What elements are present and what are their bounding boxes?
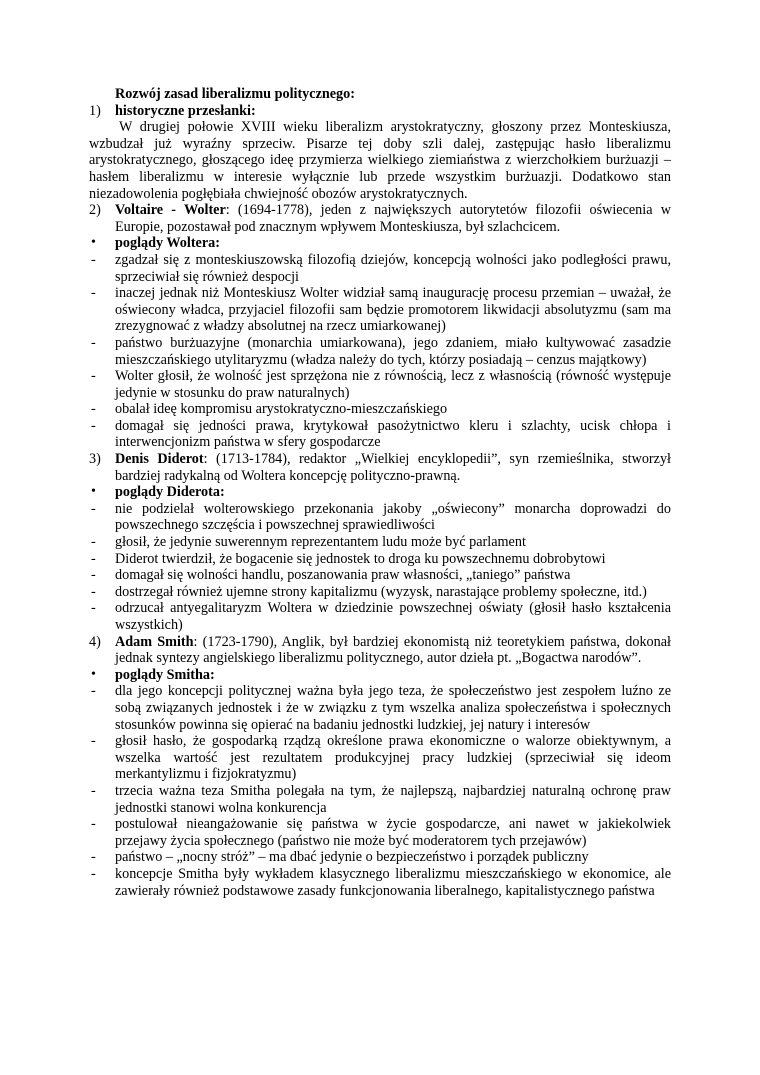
list-item-text: państwo – „nocny stróż” – ma dbać jedynie o bezpieczeństwo i porządek publiczny xyxy=(115,849,589,866)
list-item-text: domagał się wolności handlu, poszanowania praw własności, „taniego” państwa xyxy=(115,567,571,584)
dash-marker: - xyxy=(91,334,96,351)
list-item-text: nie podzielał wolterowskiego przekonania jakoby „oświecony” monarcha doprowadzi do powszechnego szczęścia i powszechnej sprawiedliwości xyxy=(115,500,671,534)
dash-marker: - xyxy=(91,534,96,551)
dash-marker: - xyxy=(91,816,96,833)
list-item-text: Wolter głosił, że wolność jest sprzężona nie z równością, lecz z własnością (równość występuje jedynie w stosunku do praw naturalnych) xyxy=(115,368,671,401)
dash-marker: - xyxy=(91,583,96,600)
bullet-icon: • xyxy=(91,666,96,682)
dash-marker: - xyxy=(91,251,96,268)
dash-marker: - xyxy=(91,865,96,882)
list-item xyxy=(89,584,671,601)
list-item-text: państwo burżuazyjne (monarchia umiarkowana), jego zdaniem, miało kultywować zasadzie mieszczańskiego utylitaryzmu (władza należy do tych, którzy posiadają – cenzus majątkowy) xyxy=(115,334,671,368)
section-3-heading xyxy=(89,451,671,484)
dash-marker: - xyxy=(91,600,96,617)
bullet-icon: • xyxy=(91,235,96,251)
views-heading xyxy=(89,484,671,501)
list-item xyxy=(89,783,671,816)
list-item xyxy=(89,368,671,401)
list-item xyxy=(89,335,671,368)
list-item xyxy=(89,401,671,418)
section-number: 4) xyxy=(89,633,101,650)
section-number: 2) xyxy=(89,202,101,219)
list-item xyxy=(89,600,671,633)
document-page xyxy=(89,86,671,899)
dash-marker: - xyxy=(91,285,96,302)
list-item-text: głosił hasło, że gospodarką rządzą określone prawa ekonomiczne o walorze obiektywnym, a wszelka wartość jest rezultatem produkcyjnej pracy ludzkiej (sprzeciwiał się ideom merkantylizmu i fizjokratyzmu) xyxy=(115,733,671,783)
list-item-text: trzecia ważna teza Smitha polegała na tym, że najlepszą, najbardziej naturalną ochronę praw jednostki stanowi wolna konkurencja xyxy=(115,782,671,816)
list-item-text: głosił, że jedynie suwerennym reprezentantem ludu może być parlament xyxy=(115,534,526,551)
views-heading-text: poglądy Diderota: xyxy=(115,484,225,501)
list-item xyxy=(89,534,671,551)
dash-marker: - xyxy=(91,550,96,567)
views-heading xyxy=(89,667,671,684)
person-description: : (1694-1778), jeden z największych autorytetów filozofii oświecenia w Europie, pozostawał pod znacznym wpływem Monteskiusza, był szlachcicem. xyxy=(115,202,671,235)
list-item-text: domagał się jedności prawa, krytykował pasożytnictwo kleru i szlachty, ucisk chłopa i interwencjonizm państwa w sfery gospodarcze xyxy=(115,417,671,451)
section-heading: historyczne przesłanki: xyxy=(115,102,256,119)
list-item-text: Diderot twierdził, że bogacenie się jednostek to droga ku powszechnemu dobrobytowi xyxy=(115,550,606,567)
person-name: Voltaire - Wolter xyxy=(115,202,226,219)
person-name: Adam Smith xyxy=(115,633,194,650)
section-4-heading xyxy=(89,634,671,667)
views-heading-text: poglądy Smitha: xyxy=(115,666,215,683)
views-heading xyxy=(89,235,671,252)
list-item-text: odrzucał antyegalitaryzm Woltera w dziedzinie powszechnej oświaty (głosił hasło kształcenia wszystkich) xyxy=(115,600,671,633)
list-item xyxy=(89,418,671,451)
section-2-heading xyxy=(89,202,671,235)
list-item-text: koncepcje Smitha były wykładem klasycznego liberalizmu mieszczańskiego w ekonomice, ale zawierały również podstawowe zasady funkcjonowania liberalnego, kapitalistycznego państwa xyxy=(115,865,671,899)
person-name: Denis Diderot xyxy=(115,451,204,468)
section-1-heading xyxy=(89,103,671,120)
section-number: 3) xyxy=(89,451,101,468)
list-item xyxy=(89,683,671,733)
list-item xyxy=(89,285,671,335)
list-item xyxy=(89,816,671,849)
dash-marker: - xyxy=(91,849,96,866)
bullet-icon: • xyxy=(91,484,96,500)
section-number: 1) xyxy=(89,102,101,119)
list-item xyxy=(89,733,671,783)
list-item-text: postulował nieangażowanie się państwa w życie gospodarcze, ani nawet w jakiekolwiek przejawy życia społecznego (państwo nie może być moderatorem tych przejawów) xyxy=(115,816,671,849)
dash-marker: - xyxy=(91,683,96,700)
list-item-text: obalał ideę kompromisu arystokratyczno-mieszczańskiego xyxy=(115,401,448,418)
list-item xyxy=(89,252,671,285)
views-heading-text: poglądy Woltera: xyxy=(115,235,220,252)
document-title: Rozwój zasad liberalizmu politycznego: xyxy=(115,86,355,102)
dash-marker: - xyxy=(91,782,96,799)
list-item xyxy=(89,866,671,899)
list-item-text: zgadzał się z monteskiuszowską filozofią dziejów, koncepcją wolności jako podległości prawu, sprzeciwiał się również despocji xyxy=(115,251,671,285)
list-item-text: dostrzegał również ujemne strony kapitalizmu (wyzysk, narastające problemy społeczne, itd.) xyxy=(115,583,647,600)
dash-marker: - xyxy=(91,500,96,517)
dash-marker: - xyxy=(91,401,96,418)
list-item-text: inaczej jednak niż Monteskiusz Wolter widział samą inaugurację procesu przemian – uważał, że oświecony władca, przyjaciel filozofii sam będzie promotorem likwidacji absolutyzmu (sam ma zrezygnować z władzy absolutnej na rzecz umiarkowanej) xyxy=(115,285,671,335)
list-item-text: dla jego koncepcji politycznej ważna była jego teza, że społeczeństwo jest zespołem luźno ze sobą związanych jednostek i że w związku z tym wszelka analiza społeczeństwa i społecznych stosunków powinna się opierać na badaniu jednostki ludzkiej, jej natury i interesów xyxy=(115,683,671,733)
dash-marker: - xyxy=(91,733,96,750)
list-item xyxy=(89,501,671,534)
dash-marker: - xyxy=(91,368,96,385)
dash-marker: - xyxy=(91,567,96,584)
person-description: : (1723-1790), Anglik, był bardziej ekonomistą niż teoretykiem państwa, dokonał jednak syntezy angielskiego liberalizmu politycznego, autor dzieła pt. „Bogactwa narodów”. xyxy=(115,633,671,667)
list-item xyxy=(89,567,671,584)
section-1-paragraph: W drugiej połowie XVIII wieku liberalizm arystokratyczny, głoszony przez Monteskiusza, wzbudzał już wyraźny sprzeciw. Pisarze tej doby szli dalej, zastępując hasło liberalizmu arystokratycznego, głoszącego ideę przymierza wielkiego ziemiaństwa z wierzchołkiem burżuazji – hasłem liberalizmu w interesie wyłącznie lub przede wszystkim burżuazji. Dodatkowo stan niezadowolenia pogłębiała chwiejność obozów arystokratycznych. xyxy=(89,119,671,202)
list-item xyxy=(89,849,671,866)
dash-marker: - xyxy=(91,417,96,434)
list-item xyxy=(89,551,671,568)
person-description: : (1713-1784), redaktor „Wielkiej encyklopedii”, syn rzemieślnika, stworzył bardziej radykalną od Woltera koncepcję polityczno-prawną. xyxy=(115,451,671,484)
